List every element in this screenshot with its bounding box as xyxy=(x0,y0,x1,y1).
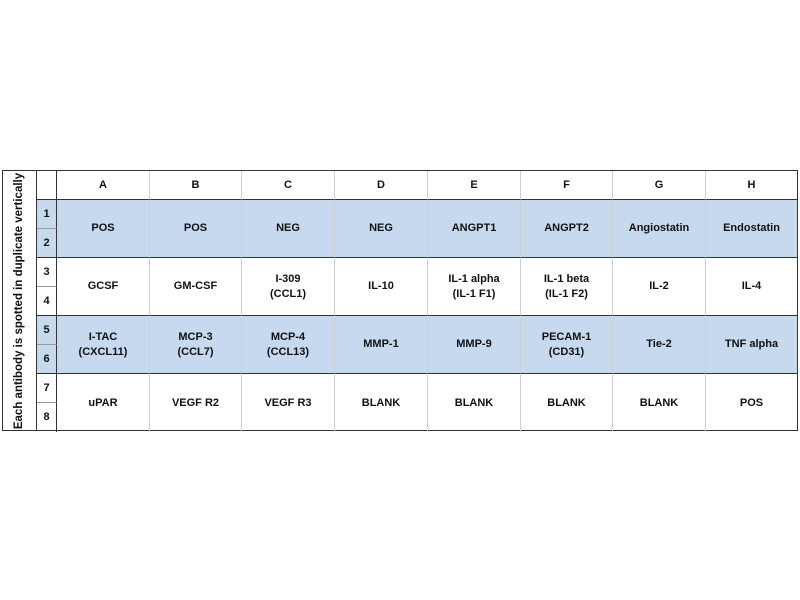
array-grid xyxy=(37,171,797,430)
spot-h7-h8: POS xyxy=(739,396,764,409)
spot-e1-e2: ANGPT1 xyxy=(428,200,521,258)
spot-b7-b8: VEGF R2 xyxy=(150,374,242,432)
row-number-1: 1 xyxy=(37,200,57,229)
row-number-6: 6 xyxy=(37,345,57,374)
spot-d3-d4: IL-10 xyxy=(335,258,428,316)
spot-e3-e4: IL-1 alpha (IL-1 F1) xyxy=(428,258,521,316)
column-header-b: B xyxy=(150,171,242,200)
side-label-text: Each antibody is spotted in duplicate vertically xyxy=(13,172,26,429)
row-number-4: 4 xyxy=(37,287,57,316)
column-header-h: H xyxy=(706,171,797,200)
row-number-5: 5 xyxy=(37,316,57,345)
spot-g5-g6: Tie-2 xyxy=(613,316,706,374)
spot-e5-e6: MMP-9 xyxy=(428,316,521,374)
spot-d5-d6: MMP-1 xyxy=(335,316,428,374)
spot-a3-a4: GCSF xyxy=(57,258,150,316)
spot-c7-c8: VEGF R3 xyxy=(242,374,335,432)
spot-c1-c2: NEG xyxy=(242,200,335,258)
row-number-3: 3 xyxy=(37,258,57,287)
spot-f5-f6: PECAM-1 (CD31) xyxy=(521,316,613,374)
antibody-array-map xyxy=(2,170,798,431)
column-header-g: G xyxy=(613,171,706,200)
column-header-e: E xyxy=(428,171,521,200)
spot-e7-e8: BLANK xyxy=(428,374,521,432)
spot-b5-b6: MCP-3 (CCL7) xyxy=(150,316,242,374)
column-header-f: F xyxy=(521,171,613,200)
spot-h1-h2: Endostatin xyxy=(706,200,797,258)
spot-g3-g4: IL-2 xyxy=(613,258,706,316)
spot-f1-f2: ANGPT2 xyxy=(521,200,613,258)
row-number-2: 2 xyxy=(37,229,57,258)
spot-b1-b2: POS xyxy=(150,200,242,258)
spot-c3-c4: I-309 (CCL1) xyxy=(242,258,335,316)
spot-a7-a8: uPAR xyxy=(57,374,150,432)
corner-cell xyxy=(37,171,57,200)
spot-g1-g2: Angiostatin xyxy=(613,200,706,258)
spot-d1-d2: NEG xyxy=(335,200,428,258)
spot-a1-a2: POS xyxy=(57,200,150,258)
spot-c5-c6: MCP-4 (CCL13) xyxy=(242,316,335,374)
spot-h5-h6: TNF alpha xyxy=(706,316,797,374)
spot-g7-g8: BLANK xyxy=(613,374,706,432)
spot-h3-h4: IL-4 xyxy=(706,258,797,316)
column-header-a: A xyxy=(57,171,150,200)
spot-a5-a6: I-TAC (CXCL11) xyxy=(57,316,150,374)
column-header-d: D xyxy=(335,171,428,200)
spot-f3-f4: IL-1 beta (IL-1 F2) xyxy=(521,258,613,316)
spot-b3-b4: GM-CSF xyxy=(150,258,242,316)
row-number-8: 8 xyxy=(37,403,57,432)
spot-d7-d8: BLANK xyxy=(335,374,428,432)
row-number-7: 7 xyxy=(37,374,57,403)
column-header-c: C xyxy=(242,171,335,200)
spot-f7-f8: BLANK xyxy=(521,374,613,432)
side-label xyxy=(3,171,37,430)
